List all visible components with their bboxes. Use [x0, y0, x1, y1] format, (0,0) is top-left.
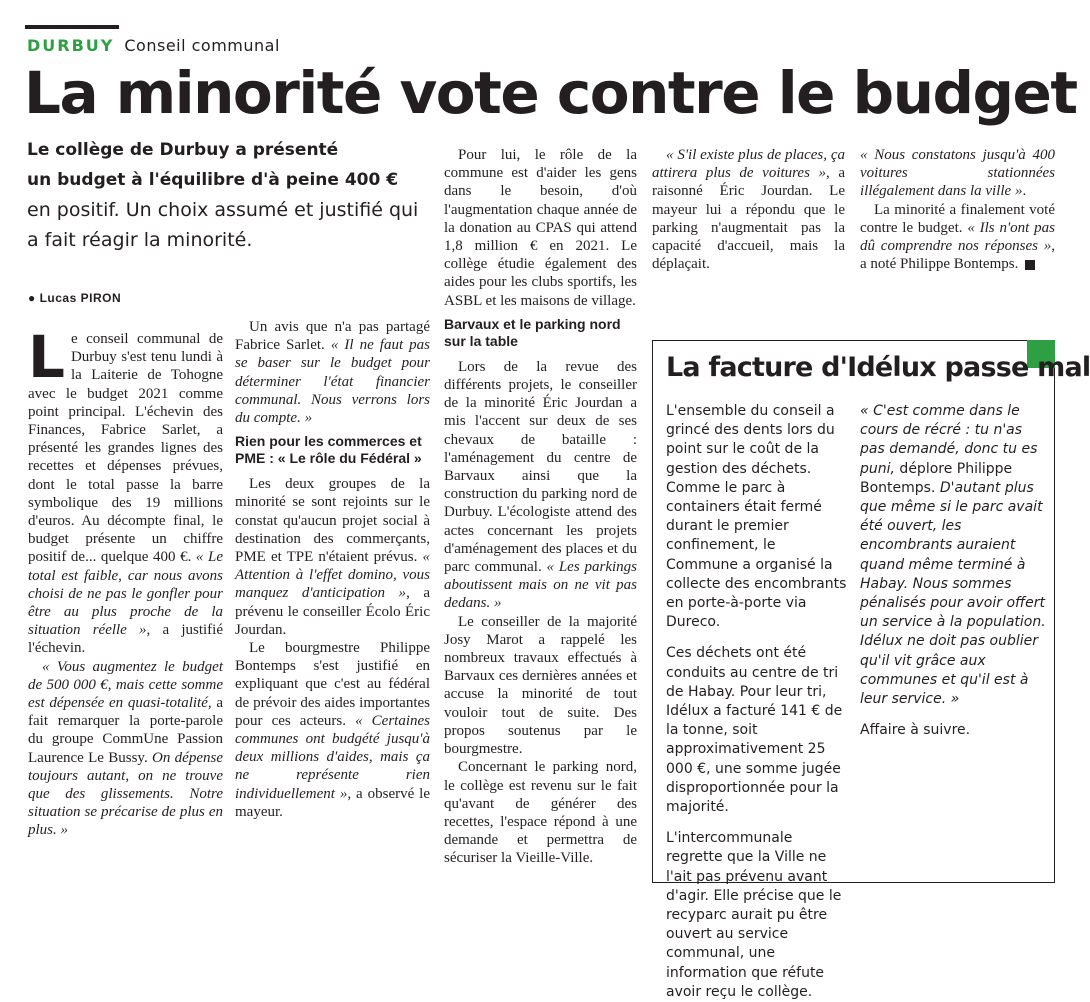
paragraph — [860, 201, 1055, 274]
box-column-2 — [860, 402, 1046, 872]
paragraph-text: Le bourgmestre Philippe Bontemps s'est justifié en expliquant que c'est au fédéral de prévoir des aides importantes pour ces acteurs. — [235, 640, 430, 729]
paragraph — [444, 758, 637, 867]
paragraph — [444, 613, 637, 759]
paragraph-text: , a justifié l'échevin. — [28, 622, 223, 657]
paragraph-text: a fait remarquer la porte-parole du groupe CommUne Passion Laurence Le Bussy. — [28, 695, 223, 766]
quote: « Attention à l'effet domino, vous manquez d'anticipation » — [235, 549, 431, 602]
column-5 — [860, 146, 1055, 331]
subhead-barvaux: Barvaux et le parking nord sur la table — [444, 315, 621, 349]
box-quote: D'autant plus que même si le parc avait été ouvert, les encombrants auraient quand même terminé à Habay. Nous sommes pénalisés pour avoir offert un service à la population. Idélux ne doit pas oublier qu'il vit grâce aux communes et qu'il est à leur service. » — [860, 479, 1046, 708]
quote: « Nous constatons jusqu'à 400 voitures stationnées illégalement dans la ville » — [860, 147, 1055, 200]
chapo-bold-line-2: un budget à l'équilibre d'à peine 400 € — [27, 170, 399, 190]
paragraph-text: , a raisonné Éric Jourdan. Le mayeur lui a répondu que le parking n'augmentait pas la capacité d'accueil, mais la déplaçait. — [652, 165, 845, 273]
paragraph — [28, 658, 223, 840]
byline-author: Lucas PIRON — [39, 291, 122, 305]
paragraph — [235, 475, 430, 639]
paragraph-text: Lors de la revue des différents projets, le conseiller de la minorité Éric Jourdan a mis l'accent sur deux de ses chevaux de bataille : l'aménagement du centre de Barvaux ainsi que la construction du parking nord de Durbuy. L'écologiste attend des actes concernant les projets d'aménagement des places et du parc communal. — [444, 358, 637, 576]
box-paragraph-text: déplore Philippe Bontemps. — [860, 460, 1013, 496]
paragraph-text: , a noté Philippe Bontemps. — [860, 238, 1055, 273]
box-quote: « C'est comme dans le cours de récré : tu n'as pas demandé, donc tu es puni, — [860, 403, 1038, 477]
chapo-regular: en positif. Un choix assumé et justifié qui a fait réagir la minorité. — [27, 199, 419, 251]
paragraph-text: Concernant le parking nord, le collège est revenu sur le fait qu'avant de générer des recettes, l'espace répond à une demande et permettra de sécuriser la Vieille-Ville. — [444, 759, 637, 867]
box-paragraph — [666, 829, 848, 1002]
paragraph-text: La minorité a finalement voté contre le budget. — [860, 201, 1055, 236]
paragraph-text: Un avis que n'a pas partagé Fabrice Sarlet. — [235, 319, 430, 354]
chapo-bold-line-1: Le collège de Durbuy a présenté — [27, 140, 339, 160]
paragraph-text: , a prévenu le conseiller Écolo Éric Jourdan. — [235, 585, 430, 638]
paragraph — [235, 318, 430, 427]
quote: « Le total est faible, car nous avons choisi de ne pas le gonfler pour être au plus proche de la situation réelle » — [28, 549, 224, 639]
section-label: Conseil communal — [124, 36, 280, 55]
quote: « Ils n'ont pas dû comprendre nos réponses » — [860, 219, 1055, 255]
column-3 — [444, 146, 637, 888]
headline: La minorité vote contre le budget — [24, 59, 1077, 127]
byline: ● Lucas PIRON — [28, 291, 122, 305]
paragraph — [444, 358, 637, 613]
dropcap: L — [28, 323, 65, 391]
paragraph — [235, 639, 430, 821]
box-paragraph: Affaire à suivre. — [860, 722, 971, 739]
paragraph-text: . — [1022, 183, 1027, 200]
quote: « S'il existe plus de places, ça attirera plus de voitures » — [652, 147, 845, 182]
box-title: La facture d'Idélux passe mal — [666, 352, 1090, 383]
paragraph — [28, 323, 224, 658]
box-paragraph: Ces déchets ont été conduits au centre de tri de Habay. Pour leur tri, Idélux a facturé 141 € de la tonne, soit approximativement 25 000 €, une somme jugée disproportionnée pour la majorité. — [666, 645, 843, 816]
paragraph-text: Pour lui, le rôle de la commune est d'aider les gens dans le besoin, d'où l'augmentation chaque année de la donation au CPAS qui attend 1,8 million € en 2021. Le collège étudie également des aides pour les clubs sportifs, les ASBL et les maisons de village. — [444, 147, 637, 309]
end-mark — [1025, 260, 1035, 270]
quote: On dépense toujours autant, on ne trouve que des glissements. Notre situation se précarise de plus en plus. » — [28, 749, 223, 839]
kicker — [27, 36, 280, 55]
paragraph-text: Le conseiller de la majorité Josy Marot a rappelé les nombreux travaux effectués à Barvaux ces dernières années et accuse la minorité de tout vouloir tout de suite. Des propos soutenus par le bourgmestre. — [444, 613, 637, 758]
paragraph — [652, 146, 845, 273]
column-4 — [652, 146, 845, 331]
box-paragraph-text: L'intercommunale regrette que la Ville ne l'ait pas prévenu avant d'agir. Elle précise que le recyparc aurait pu être ouvert au service communal, une information que réfute avoir reçu le collège. — [666, 830, 842, 1000]
column-1 — [28, 323, 224, 885]
paragraph-text: , a observé le mayeur. — [235, 785, 431, 820]
quote: « Certaines communes ont budgété jusqu'à deux millions d'aides, mais ça ne représente rien individuellement » — [235, 712, 430, 802]
box-column-1 — [666, 402, 848, 1000]
chapo — [27, 135, 432, 255]
quote: « Les parkings aboutissent mais on ne vit pas dedans. » — [444, 559, 637, 612]
paragraph-text: Les deux groupes de la minorité se sont rejoints sur le constat qu'aucun projet social à destination des commerçants, PME et TPE n'étaient prévus. — [235, 476, 430, 566]
quote: « Il ne faut pas se baser sur le budget pour déterminer l'état financier communal. Nous verrons lors du compte. » — [235, 337, 430, 427]
top-rule — [25, 25, 119, 29]
box-paragraph: L'ensemble du conseil a grincé des dents lors du point sur le coût de la gestion des déchets. Comme le parc à containers était fermé durant le premier confinement, le Commune a organisé la collecte des encombrants en porte-à-porte via Dureco. — [666, 403, 847, 631]
box-paragraph — [860, 402, 1046, 709]
paragraph-text: e conseil communal de Durbuy s'est tenu lundi à la Laiterie de Tohogne avec le budget 2021 comme point principal. L'échevin des Finances, Fabrice Sarlet, a présenté les grandes lignes des recettes et dépenses prévues, dont le total passe la barre symbolique des 19 millions d'euros. Au décompte final, le budget présente un chiffre positif de... quelque 400 €. — [28, 331, 223, 566]
column-2 — [235, 318, 430, 888]
quote: « Vous augmentez le budget de 500 000 €, mais cette somme est dépensée en quasi-totalité, — [28, 658, 223, 712]
paragraph — [860, 146, 1055, 201]
location-label: DURBUY — [27, 36, 115, 55]
subhead-commerces: Rien pour les commerces et PME : « Le rôle du Fédéral » — [235, 433, 422, 467]
paragraph — [444, 146, 637, 310]
